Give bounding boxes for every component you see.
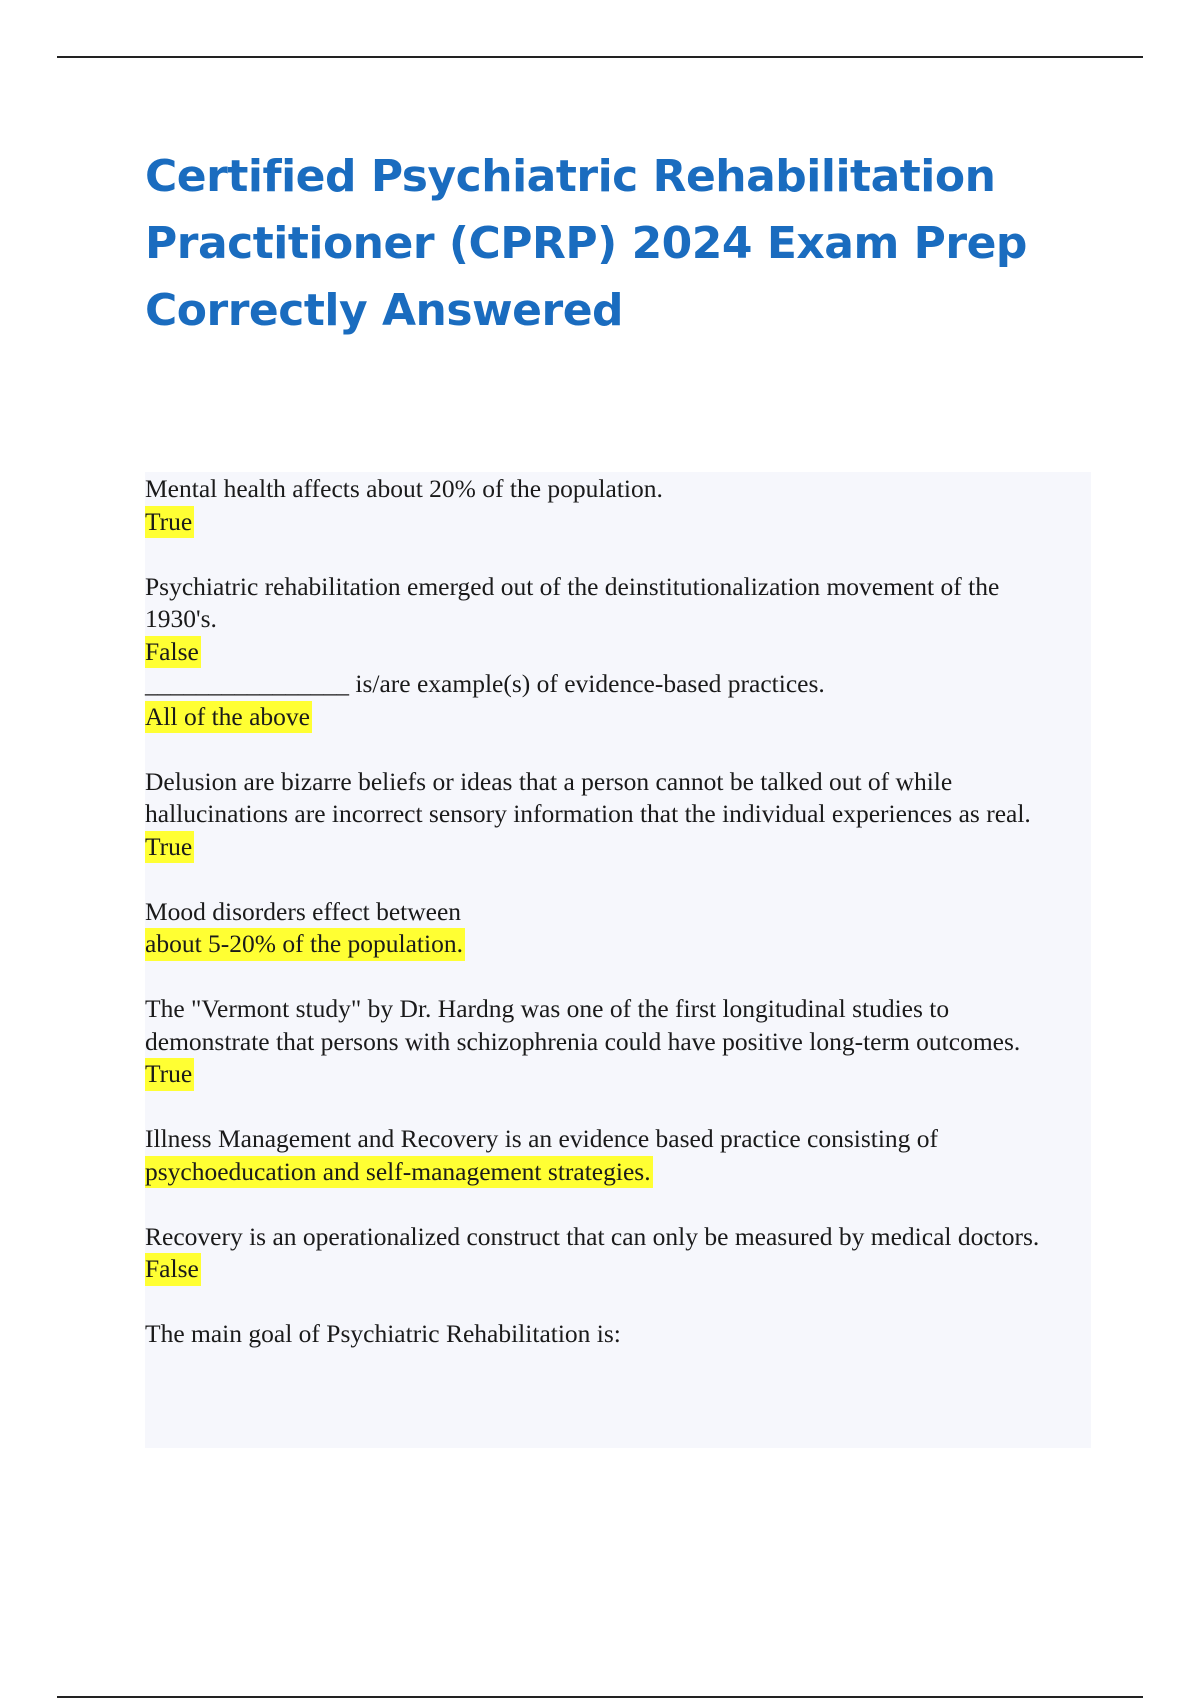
question-text: The "Vermont study" by Dr. Hardng was one of the first longitudinal studies to demonstrate that persons with schizophrenia could have positive long-term outcomes. xyxy=(145,994,1021,1056)
question-text: Delusion are bizarre beliefs or ideas that a person cannot be talked out of while hallucinations are incorrect sensory information that the individual experiences as real. xyxy=(145,766,1031,828)
answer-highlight: True xyxy=(145,1058,194,1091)
question-text: ________________ is/are example(s) of evidence-based practices. xyxy=(145,669,825,698)
qa-item xyxy=(145,473,1075,538)
answer-highlight: False xyxy=(145,1253,201,1286)
question-text: Mood disorders effect between xyxy=(145,896,462,926)
question-text: Recovery is an operationalized construct that can only be measured by medical doctors. xyxy=(145,1221,1040,1251)
question-text: Illness Management and Recovery is an evidence based practice consisting of xyxy=(145,1124,939,1153)
question-text: The main goal of Psychiatric Rehabilitation is: xyxy=(145,1319,621,1348)
qa-item xyxy=(145,896,1075,961)
qa-item xyxy=(145,993,1075,1091)
qa-item xyxy=(145,571,1075,669)
bottom-divider xyxy=(57,1696,1143,1698)
answer-highlight: All of the above xyxy=(145,701,312,734)
qa-list xyxy=(145,473,1075,1351)
question-text: Psychiatric rehabilitation emerged out of the deinstitutionalization movement of the 1930's. xyxy=(145,571,1000,633)
qa-item xyxy=(145,668,1075,733)
qa-item xyxy=(145,1318,1075,1351)
question-text: Mental health affects about 20% of the population. xyxy=(145,474,663,503)
qa-item xyxy=(145,766,1075,864)
answer-highlight: False xyxy=(145,636,201,669)
answer-highlight: True xyxy=(145,831,194,864)
document-title: Certified Psychiatric Rehabilitation Practitioner (CPRP) 2024 Exam Prep Correctly Answered xyxy=(145,151,1027,336)
top-divider xyxy=(57,56,1143,58)
answer-highlight: psychoeducation and self-management strategies. xyxy=(145,1156,653,1189)
qa-item xyxy=(145,1221,1075,1286)
answer-highlight: about 5-20% of the population. xyxy=(145,928,465,961)
qa-item xyxy=(145,1123,1075,1188)
answer-highlight: True xyxy=(145,506,194,539)
